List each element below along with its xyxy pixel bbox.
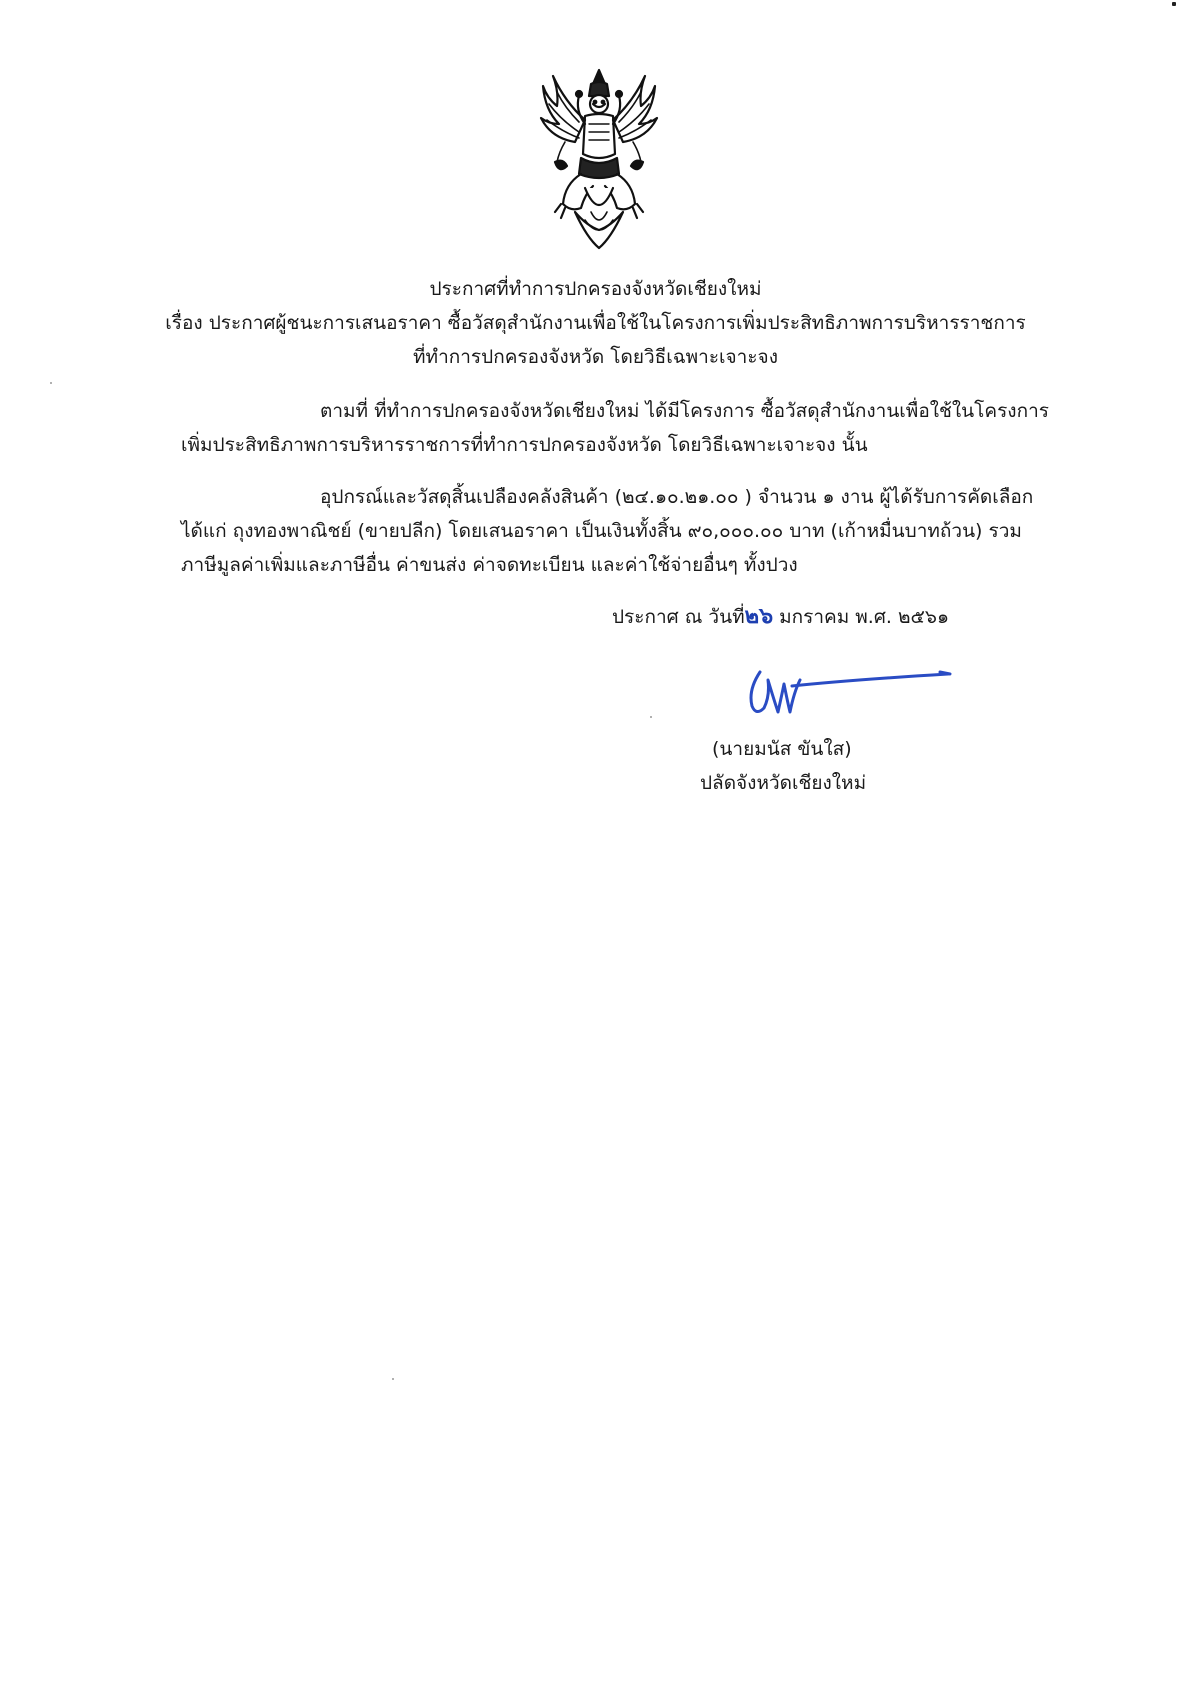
signer-name: (นายมนัส ขันใส) bbox=[712, 738, 852, 760]
handwritten-day: ๒๖ bbox=[744, 604, 774, 629]
subject-line: เรื่อง ประกาศผู้ชนะการเสนอราคา ซื้อวัสดุสำนักงานเพื่อใช้ในโครงการเพิ่มประสิทธิภาพการบริหารราชการ bbox=[165, 312, 1026, 334]
date-prefix: ประกาศ ณ วันที่ bbox=[612, 606, 745, 628]
scan-speck bbox=[650, 716, 652, 718]
garuda-emblem-icon bbox=[535, 62, 663, 254]
scan-speck bbox=[50, 382, 52, 384]
subject-line-continued: ที่ทำการปกครองจังหวัด โดยวิธีเฉพาะเจาะจง bbox=[413, 346, 778, 368]
paragraph-1-line-2: เพิ่มประสิทธิภาพการบริหารราชการที่ทำการปกครองจังหวัด โดยวิธีเฉพาะเจาะจง นั้น bbox=[181, 434, 868, 456]
paragraph-1-line-1: ตามที่ ที่ทำการปกครองจังหวัดเชียงใหม่ ได้มีโครงการ ซื้อวัสดุสำนักงานเพื่อใช้ในโครงการ bbox=[320, 400, 1049, 422]
announcement-date bbox=[612, 604, 949, 630]
announcement-title: ประกาศที่ทำการปกครองจังหวัดเชียงใหม่ bbox=[429, 278, 762, 300]
signer-position: ปลัดจังหวัดเชียงใหม่ bbox=[700, 772, 867, 794]
paragraph-2-line-1: อุปกรณ์และวัสดุสิ้นเปลืองคลังสินค้า (๒๔.๑๐.๒๑.๐๐ ) จำนวน ๑ งาน ผู้ได้รับการคัดเลือก bbox=[320, 486, 1034, 508]
paragraph-2-line-2: ได้แก่ ถุงทองพาณิชย์ (ขายปลีก) โดยเสนอราคา เป็นเงินทั้งสิ้น ๙๐,๐๐๐.๐๐ บาท (เก้าหมื่นบาทถ้วน) รวม bbox=[181, 520, 1022, 542]
scan-speck bbox=[392, 1378, 394, 1380]
date-suffix: มกราคม พ.ศ. ๒๕๖๑ bbox=[773, 606, 950, 628]
handwritten-signature bbox=[730, 650, 960, 720]
scan-speck bbox=[1172, 2, 1176, 6]
paragraph-2-line-3: ภาษีมูลค่าเพิ่มและภาษีอื่น ค่าขนส่ง ค่าจดทะเบียน และค่าใช้จ่ายอื่นๆ ทั้งปวง bbox=[181, 554, 798, 576]
